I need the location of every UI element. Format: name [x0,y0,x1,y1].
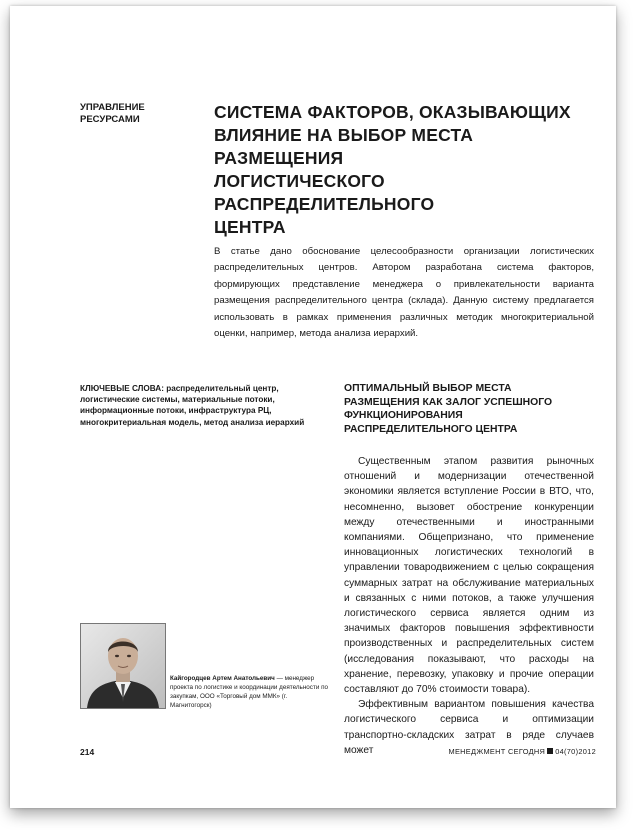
subheading-line: ОПТИМАЛЬНЫЙ ВЫБОР МЕСТА [344,383,512,394]
section-label [80,102,190,126]
journal-issue: 04(70)2012 [555,747,596,756]
article-title [214,101,594,239]
author-portrait-image [81,624,165,708]
author-name: Кайгородцев Артем Анатольевич [170,675,275,682]
page-number: 214 [80,747,95,757]
square-separator-icon [547,748,553,754]
article-title-line: ЦЕНТРА [214,217,286,237]
body-paragraph: Существенным этапом развития рыночных отношений и модернизации отечественной экономики является вступление России в ВТО, что, несомненно, вызовет обострение конкуренции между отечественными и иностранными компаниями. Общепризнано, что применение инновационных логистических технологий в управлении товародвижением с целью сокращения суммарных затрат на обслуживание материальных и связанных с ними потоков, а также улучшения логистического сервиса является одним из значимых факторов повышения эффективности производственных и распределительных систем (исследования показывают, что расходы на хранение, перевозку, упаковку и прочие операции составляют до 70% стоимости товара). [344,456,594,696]
author-photo [80,623,166,709]
journal-page [10,6,616,808]
keywords: КЛЮЧЕВЫЕ СЛОВА: распределительный центр, логистические системы, материальные потоки, информационные потоки, инфраструктура РЦ, многокритериальная модель, метод анализа иерархий [80,384,305,427]
journal-name: МЕНЕДЖМЕНТ СЕГОДНЯ [448,747,546,756]
abstract: В статье дано обоснование целесообразности организации логистических распределительных центров. Автором разработана система факторов, формирующих представление менеджера о привлекательности варианта размещения распределительного центра (склада). Данную систему предлагается использовать в рамках применения различных методик многокритериальной оценки, например, метода анализа иерархий. [214,246,594,340]
subheading-line: ФУНКЦИОНИРОВАНИЯ [344,410,463,421]
subheading-line: РАСПРЕДЕЛИТЕЛЬНОГО ЦЕНТРА [344,423,518,435]
body-paragraph: Эффективным вариантом повышения качества логистического сервиса и оптимизации транспортно-складских затрат в ряде случаев может [344,699,594,756]
subheading-line: РАЗМЕЩЕНИЯ КАК ЗАЛОГ УСПЕШНОГО [344,396,553,408]
section-subheading [344,382,584,436]
journal-footer [426,747,596,756]
author-bio [170,674,330,710]
article-title-line: ЛОГИСТИЧЕСКОГО РАСПРЕДЕЛИТЕЛЬНОГО [214,171,435,214]
body-text [344,454,594,758]
section-label-line: РЕСУРСАМИ [80,114,140,125]
section-label-line: УПРАВЛЕНИЕ [80,102,145,113]
author-description: — менеджер проекта по логистике и координации деятельности по закупкам, ООО «Торговый дом ММК» (г. Магнитогорск) [170,675,329,709]
article-title-line: СИСТЕМА ФАКТОРОВ, ОКАЗЫВАЮЩИХ [214,102,571,122]
article-title-line: ВЛИЯНИЕ НА ВЫБОР МЕСТА РАЗМЕЩЕНИЯ [214,125,474,168]
